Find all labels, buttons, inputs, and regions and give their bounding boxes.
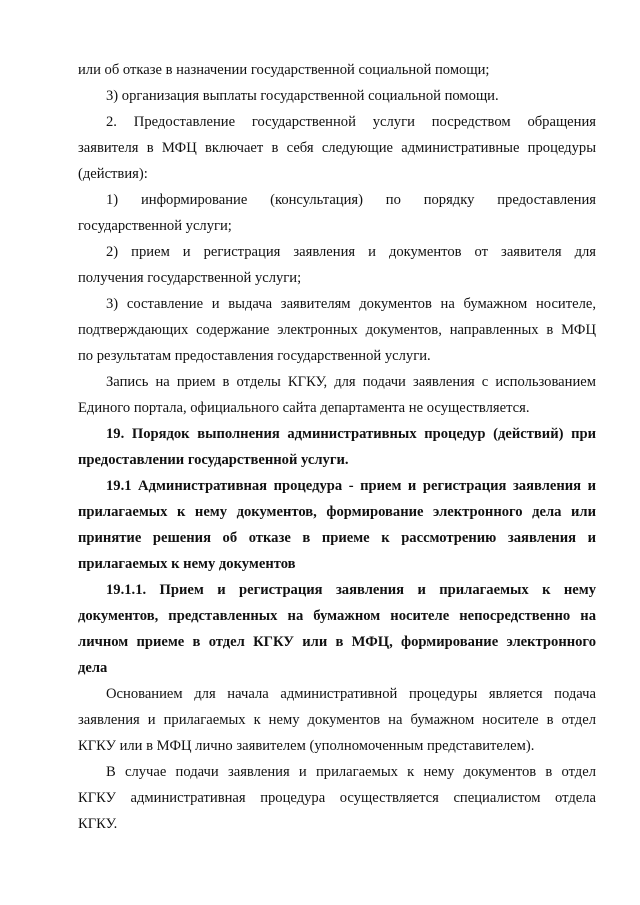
section-heading-line: предоставлении государственной услуги. (78, 452, 349, 468)
text-line: КГКУ административная процедура осуществляется специалистом отдела (78, 790, 596, 806)
text-line: по результатам предоставления государственной услуги. (78, 348, 431, 364)
subsection-heading-line: прилагаемых к нему документов (78, 556, 296, 572)
text-line: подтверждающих содержание электронных документов, направленных в МФЦ (78, 322, 596, 338)
text-line: 3) составление и выдача заявителям документов на бумажном носителе, (106, 296, 596, 312)
subsection-heading-line: личном приеме в отдел КГКУ или в МФЦ, формирование электронного (78, 634, 596, 650)
text-line: государственной услуги; (78, 218, 232, 234)
subsection-heading-line: 19.1.1. Прием и регистрация заявления и прилагаемых к нему (106, 582, 596, 598)
text-line: Запись на прием в отделы КГКУ, для подачи заявления с использованием (106, 374, 596, 390)
text-line: Основанием для начала административной процедуры является подача (106, 686, 596, 702)
subsection-heading-line: 19.1 Административная процедура - прием и регистрация заявления и (106, 478, 596, 494)
section-heading-line: 19. Порядок выполнения административных процедур (действий) при (106, 426, 596, 442)
text-line: В случае подачи заявления и прилагаемых к нему документов в отдел (106, 764, 596, 780)
text-line: 2) прием и регистрация заявления и документов от заявителя для (106, 244, 596, 260)
subsection-heading-line: принятие решения об отказе в приеме к рассмотрению заявления и (78, 530, 596, 546)
text-line: 3) организация выплаты государственной социальной помощи. (106, 88, 499, 104)
text-line: или об отказе в назначении государственной социальной помощи; (78, 62, 490, 78)
subsection-heading-line: дела (78, 660, 108, 676)
text-line: получения государственной услуги; (78, 270, 302, 286)
text-line: заявителя в МФЦ включает в себя следующие административные процедуры (78, 140, 596, 156)
subsection-heading-line: документов, представленных на бумажном носителе непосредственно на (78, 608, 596, 624)
text-line: (действия): (78, 166, 148, 182)
subsection-heading-line: прилагаемых к нему документов, формирование электронного дела или (78, 504, 596, 520)
text-line: заявления и прилагаемых к нему документов на бумажном носителе в отдел (78, 712, 596, 728)
text-line: 2. Предоставление государственной услуги посредством обращения (106, 114, 596, 130)
text-line: 1) информирование (консультация) по порядку предоставления (106, 192, 596, 208)
text-line: Единого портала, официального сайта департамента не осуществляется. (78, 400, 530, 416)
text-line: КГКУ или в МФЦ лично заявителем (уполномоченным представителем). (78, 738, 535, 754)
text-line: КГКУ. (78, 816, 118, 832)
